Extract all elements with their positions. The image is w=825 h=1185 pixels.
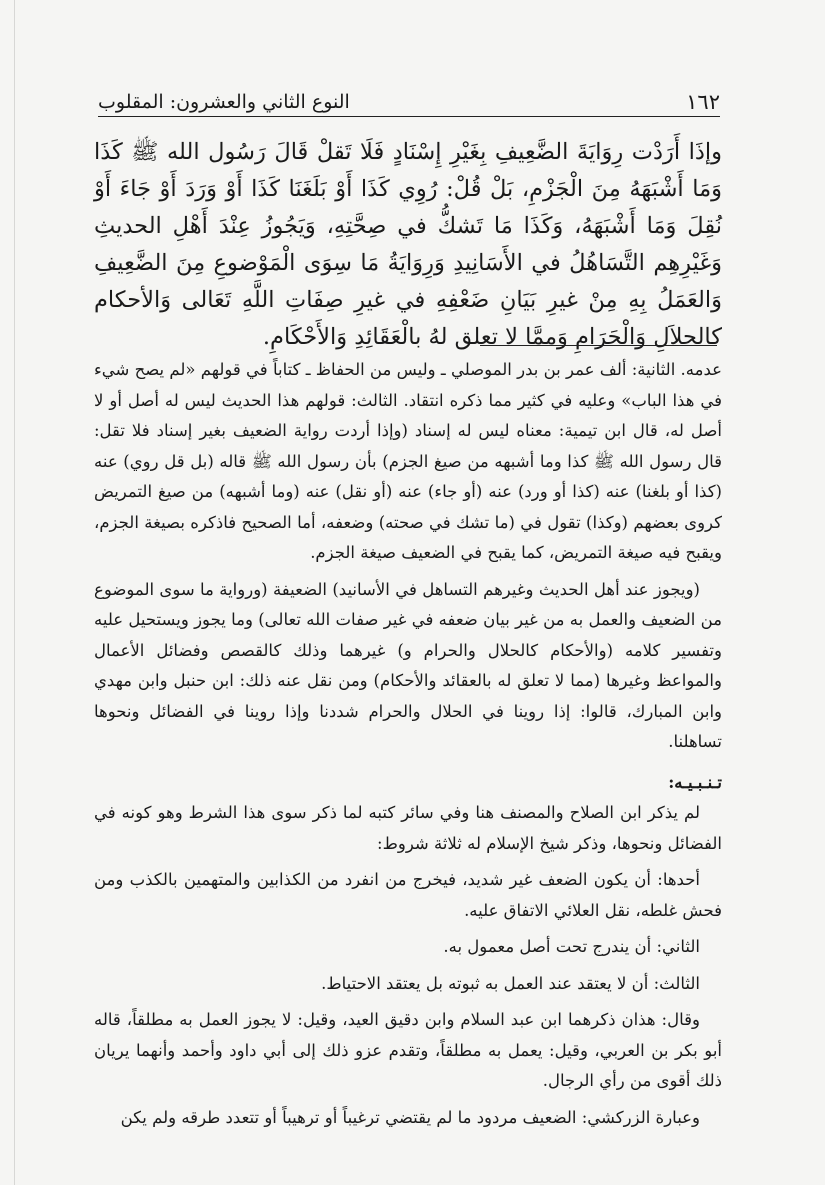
commentary-block [94,355,722,1133]
commentary-paragraph-7: وقال: هذان ذكرهما ابن عبد السلام وابن دقيق العيد، وقيل: لا يجوز العمل به مطلقاً، قاله أبو بكر بن العربي، وقيل: يعمل به مطلقاً، وتقدم عزو ذلك إلى أبي داود وأحمد وأنهما يريان ذلك أقوى من رأي الرجال. [94,1010,722,1090]
condition-third: الثالث: أن لا يعتقد عند العمل به ثبوته بل يعتقد الاحتياط. [321,973,700,993]
commentary-paragraph-2: (ويجوز عند أهل الحديث وغيرهم التساهل في الأسانيد) الضعيفة (ورواية ما سوى الموضوع من الضعيف والعمل به من غير بيان ضعفه في غير صفات الله تعالى) وما يجوز ويستحيل عليه وتفسير كلامه (والأحكام كالحلال والحرام و) غيرهما وذلك كالقصص وفضائل الأعمال والمواعظ وغيرها (مما لا تعلق له بالعقائد والأحكام) ومن نقل عنه ذلك: ابن حنبل وابن مهدي وابن المبارك، قالوا: إذا روينا في الحلال والحرام شددنا وإذا روينا في الفضائل ونحوها تساهلنا. [94,579,722,751]
page-header [98,86,720,117]
condition-first: أحدها: أن يكون الضعف غير شديد، فيخرج من انفرد من الكذابين والمتهمين بالكذب ومن فحش غلطه، نقل العلائي الاتفاق عليه. [94,870,722,920]
scan-edge [14,0,15,1185]
main-text-block: وإذَا أَرَدْت رِوَايَةَ الضَّعِيفِ بِغَيْرِ إِسْنَادٍ فَلَا تَقلْ قَالَ رَسُول الله ﷺ كَذَا وَمَا أَشْبَهَهُ مِنَ الْجَزْمِ، بَلْ قُلْ: رُوِي كَذَا أَوْ بَلَغَنَا كَذَا أَوْ وَرَدَ أَوْ جَاءَ أَوْ نُقِلَ وَمَا أَشْبَهَهُ، وَكَذَا مَا تَشكُّ في صِحَّتِهِ، وَيَجُوزُ عِنْدَ أَهْلِ الحديثِ وَغَيْرِهِم التَّسَاهُلُ في الأَسَانِيدِ وَرِوَايَةُ مَا سِوَى الْمَوْضوعِ مِنَ الضَّعِيفِ وَالعَمَلُ بِهِ مِنْ غيرِ بَيَانِ ضَعْفِهِ في غيرِ صِفَاتِ اللَّهِ تَعَالى وَالأحكام كالحلاَلِ وَالْحَرَامِ وَممَّا لا تعلق لهُ بالْعَقَائِدِ وَالأَحْكَامِ. [94,139,722,350]
commentary-paragraph-1: عدمه. الثانية: ألف عمر بن بدر الموصلي ـ وليس من الحفاظ ـ كتاباً في قولهم «لم يصح شيء في هذا الباب» وعليه في كثير مما ذكره انتقاد. الثالث: قولهم هذا الحديث ليس له أصل أو لا أصل له، قال ابن تيمية: معناه ليس له إسناد (وإذا أردت رواية الضعيف بغير إسناد فلا تقل: قال رسول الله ﷺ كذا وما أشبهه من صيغ الجزم) بأن رسول الله ﷺ قاله (بل قل روي) عنه (كذا أو بلغنا) عنه (كذا أو ورد) عنه (أو جاء) عنه (أو نقل) عنه (وما أشبهه) من صيغ التمريض كروى بعضهم (وكذا) تقول في (ما تشك في صحته) وضعفه، أما الصحيح فاذكره بصيغة الجزم، ويقبح فيه صيغة التمريض، كما يقبح في الضعيف صيغة الجزم. [94,360,722,562]
commentary-paragraph-8: وعبارة الزركشي: الضعيف مردود ما لم يقتضي ترغيباً أو ترهيباً أو تتعدد طرقه ولم يكن [120,1107,700,1127]
running-title: النوع الثاني والعشرون: المقلوب [98,91,350,113]
footnote-separator [480,345,717,346]
tanbih-heading: تـنـبـيـه: [668,772,722,792]
condition-second: الثاني: أن يندرج تحت أصل معمول به. [443,937,700,956]
commentary-paragraph-3: لم يذكر ابن الصلاح والمصنف هنا وفي سائر كتبه لما ذكر سوى هذا الشرط وهو كونه في الفضائل ونحوها، وذكر شيخ الإسلام له ثلاثة شروط: [94,803,722,853]
page-number: ١٦٢ [686,90,720,114]
